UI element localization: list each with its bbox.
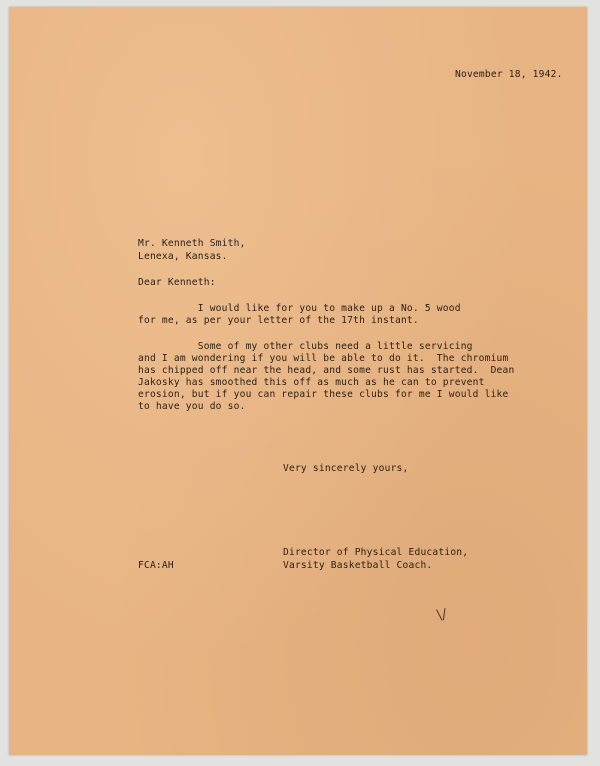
paragraph-line: erosion, but if you can repair these clubs for me I would like	[138, 389, 509, 400]
paragraph-line: and I am wondering if you will be able to do it. The chromium	[138, 353, 509, 364]
paragraph-line: for me, as per your letter of the 17th instant.	[138, 315, 419, 326]
paragraph-line: has chipped off near the head, and some rust has started. Dean	[138, 365, 515, 376]
paragraph-line: Jakosky has smoothed this off as much as he can to prevent	[138, 377, 485, 388]
recipient-location: Lenexa, Kansas.	[138, 251, 228, 262]
letter-page	[9, 7, 587, 755]
typist-initials: FCA:AH	[138, 560, 174, 571]
paragraph-line: to have you do so.	[138, 401, 246, 412]
closing: Very sincerely yours,	[283, 463, 409, 474]
letter-date: November 18, 1942.	[455, 69, 563, 80]
signature-title-line-1: Director of Physical Education,	[283, 547, 469, 558]
signature-title-line-2: Varsity Basketball Coach.	[283, 560, 433, 571]
paragraph-line: Some of my other clubs need a little servicing	[138, 341, 473, 352]
handwritten-mark: \/	[435, 606, 449, 624]
paragraph-line: I would like for you to make up a No. 5 wood	[138, 303, 461, 314]
recipient-name: Mr. Kenneth Smith,	[138, 238, 246, 249]
salutation: Dear Kenneth:	[138, 277, 216, 288]
